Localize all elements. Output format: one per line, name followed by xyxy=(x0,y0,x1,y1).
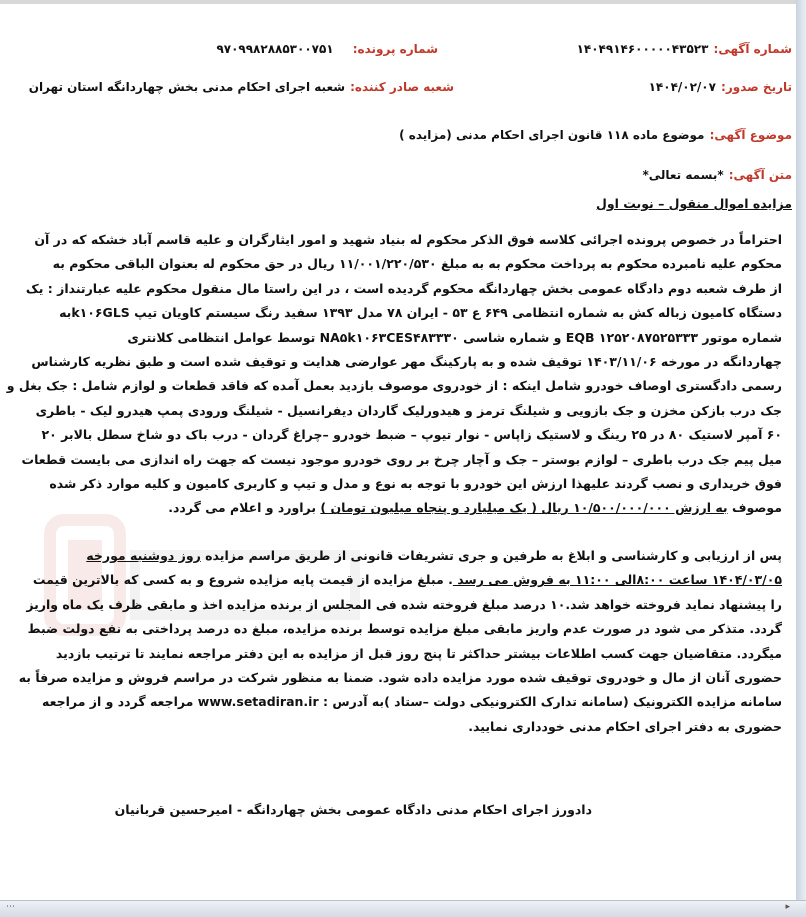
auction-day: روز دوشنبه مورخه xyxy=(86,548,201,563)
text-row xyxy=(642,164,792,183)
p1-line: محکوم علیه نامبرده محکوم به پرداخت محکوم به به مبلغ ۱۱/۰۰۱/۲۲۰/۵۳۰ ریال در حق محکوم له بعنوان الباقی محکوم به xyxy=(52,256,782,272)
p1-line: میل پیم جک درب باطری – لوازم بوستر – جک و آچار چرخ بر روی خودرو موجود نیست که جهت راه اندازی می بایست قطعات xyxy=(21,451,782,467)
case-number-label: شماره پرونده: xyxy=(352,42,438,56)
p1-line: شماره موتور ۱۲۵۲۰۸۷۵۲۵۳۳۳ EQB و شماره شاسی NA۵k۱۰۶۳CES۴۸۳۳۳۰ توسط عوامل انتظامی کلانتری xyxy=(127,329,782,345)
p2-l2-post: . مبلغ مزایده از قیمت پایه مزایده شروع و به کسی که بالاترین قیمت xyxy=(32,572,453,588)
case-number: ۹۷۰۹۹۸۲۸۸۵۳۰۰۷۵۱ xyxy=(216,42,334,56)
ad-number-row xyxy=(577,38,792,57)
p2-line xyxy=(2,568,782,592)
issuer-row xyxy=(29,76,454,95)
top-strip xyxy=(0,0,806,4)
subject-label: موضوع آگهی: xyxy=(709,128,792,142)
subject-row xyxy=(399,124,792,143)
status-bar-grip-icon: ⋯ xyxy=(6,902,15,912)
window-status-bar xyxy=(0,900,806,917)
p1-last-pre: موصوف xyxy=(727,500,782,516)
issuer: شعبه اجرای احکام مدنی بخش چهاردانگه استان تهران xyxy=(28,80,346,94)
p2-line: را پیشنهاد نماید فروخته خواهد شد.۱۰ درصد مبلغ فروخته شده فی المجلس از برنده مزایده اخذ و مابقی ظرف یک ماه واریز xyxy=(26,596,782,612)
p1-line: از طرف شعبه دوم دادگاه عمومی بخش چهاردانگه محکوم گردیده است ، در این راستا مال منقول محکوم علیه عبارتنداز : یک xyxy=(25,280,782,296)
p1-line: فوق خریداری و نصب گردند علیهذا ارزش این خودرو با توجه به نوع و مدل و تیپ و کاربری کامیون و کلیه موارد ذکر شده xyxy=(49,476,782,492)
auction-heading: مزایده اموال منقول – نوبت اول xyxy=(596,196,792,211)
valuation-amount: به ارزش ۱۰/۵۰۰/۰۰۰/۰۰۰ ریال ( یک میلیارد و پنجاه میلیون تومان ) xyxy=(320,500,728,516)
status-bar-end-icon: ▸ xyxy=(785,902,790,912)
p2-line: سامانه مزایده الکترونیک (سامانه تدارک الکترونیکی دولت –ستاد )به آدرس : www.setadiran.ir مراجعه گردد و از مراجعه xyxy=(42,694,782,710)
paragraph-2 xyxy=(2,544,782,739)
case-number-row xyxy=(216,38,438,57)
p1-line-last xyxy=(2,496,782,520)
issue-date-row xyxy=(649,76,792,95)
window-right-edge xyxy=(796,0,806,917)
p2-line: میگردد. متقاضیان جهت کسب اطلاعات بیشتر حداکثر تا پنج روز قبل از مزایده به این دفتر مراجعه نمایند تا ترتیب بازدید xyxy=(55,645,782,661)
p2-l1-pre: پس از ارزیابی و کارشناسی و ابلاغ به طرفین و جری تشریفات قانونی از طریق مراسم مزایده xyxy=(200,548,782,563)
p1-last-post: براورد و اعلام می گردد. xyxy=(168,500,321,516)
basmala: *بسمه تعالی* xyxy=(642,168,724,182)
p2-line: گردد. متذکر می شود در صورت عدم واریز مابقی مبلغ مزایده توسط برنده مزایده، مبلغ ده درصد پرداختی به نفع دولت ضبط xyxy=(27,621,782,637)
p2-line: حضوری آنان از مال و خودروی توقیف شده مورد مزایده داده شود. ضمنا به منظور شرکت در مراسم فروش و مزایده صرفاً به xyxy=(18,670,782,686)
issue-date-label: تاریخ صدور: xyxy=(721,80,792,94)
paragraph-1 xyxy=(2,228,782,521)
issuer-label: شعبه صادر کننده: xyxy=(350,80,454,94)
p1-line: جک درب بازکن مخزن و جک بازویی و شیلنگ ترمز و هیدورلیک گاردان دیفرانسیل - شیلنگ ورودی پمپ هیدرو لیک - باطری xyxy=(35,402,782,418)
ad-number: ۱۴۰۴۹۱۴۶۰۰۰۰۰۴۳۵۲۳ xyxy=(576,42,709,56)
ad-number-label: شماره آگهی: xyxy=(713,42,792,56)
p2-line xyxy=(2,544,782,568)
p1-line: ۶۰ آمپر لاستیک ۸۰ در ۲۵ رینگ و لاستیک زاپاس - نوار تیوپ – ضبط خودرو –چراغ گردان - درب باک دو شاخ سطل بالابر ۲۰ xyxy=(41,427,782,443)
p1-line: احتراماً در خصوص پرونده اجرائی کلاسه فوق الذکر محکوم له بنیاد شهید و امور ایثارگران و علیه قاسم آباد خشکه که در آن xyxy=(34,232,782,247)
p1-line: دستگاه کامیون زباله کش به شماره انتظامی ۶۴۹ ع ۵۳ - ایران ۷۸ مدل ۱۳۹۳ سفید رنگ سیستم کاویان تیپ k۱۰۶GLSبه xyxy=(59,305,782,321)
subject: موضوع ماده ۱۱۸ قانون اجرای احکام مدنی (مزایده ) xyxy=(399,128,705,142)
auction-date-time: ۱۴۰۴/۰۳/۰۵ ساعت ۸:۰۰الی ۱۱:۰۰ به فروش می رسد xyxy=(452,572,782,588)
p2-line: حضوری به دفتر اجرای احکام مدنی خودداری نمایید. xyxy=(468,718,782,734)
p1-line: رسمی دادگستری اوصاف خودرو شامل اینکه : از خودروی موصوف بازدید بعمل آمده که فاقد قطعات و لوازم شامل : جک بغل و xyxy=(6,378,782,394)
issue-date: ۱۴۰۴/۰۲/۰۷ xyxy=(648,80,716,94)
p1-line: چهاردانگه در مورخه ۱۴۰۳/۱۱/۰۶ توقیف شده و به پارکینگ مهر عوارضی هدایت و توقیف شده است و طبق نظریه کارشناس xyxy=(31,354,782,370)
text-label: متن آگهی: xyxy=(728,168,792,182)
signature: دادورز اجرای احکام مدنی دادگاه عمومی بخش چهاردانگه - امیرحسین قربانیان xyxy=(114,802,592,817)
